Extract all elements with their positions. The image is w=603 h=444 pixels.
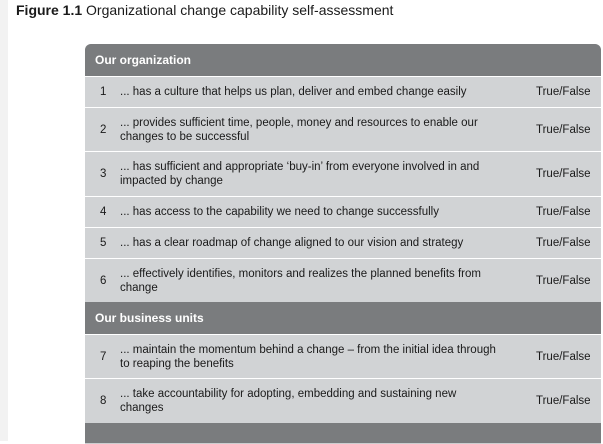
table-row: [85, 107, 601, 151]
table-row: [85, 151, 601, 196]
figure-label: Figure 1.1: [16, 2, 83, 18]
row-value: True/False: [536, 168, 591, 180]
row-statement: ... has access to the capability we need to change successfully: [120, 206, 439, 218]
row-statement: ... maintain the momentum behind a change – from the initial idea through to reaping the benefits: [120, 343, 496, 370]
row-value: True/False: [536, 206, 591, 218]
row-number: 8: [100, 395, 107, 407]
page-left-edge: [0, 0, 8, 441]
section-title: Our organization: [95, 53, 191, 67]
row-statement: ... effectively identifies, monitors and realizes the planned benefits from change: [120, 267, 481, 294]
row-number: 2: [100, 123, 107, 136]
row-number: 5: [100, 237, 107, 249]
section-header-our-business-units: [85, 302, 601, 334]
row-statement: ... has a culture that helps us plan, deliver and embed change easily: [120, 86, 467, 98]
table-row: [85, 334, 601, 378]
row-number: 1: [100, 86, 107, 98]
row-value: True/False: [536, 350, 591, 363]
section-header-next: [85, 423, 601, 443]
table-row: [85, 227, 601, 258]
row-value: True/False: [536, 123, 591, 136]
row-statement: ... take accountability for adopting, embedding and sustaining new changes: [120, 388, 457, 414]
self-assessment-table: [85, 44, 601, 444]
row-value: True/False: [536, 274, 591, 287]
row-statement: ... provides sufficient time, people, money and resources to enable our changes to be successful: [120, 116, 478, 143]
row-statement: ... has a clear roadmap of change aligned to our vision and strategy: [120, 237, 464, 249]
row-value: True/False: [536, 86, 591, 98]
row-number: 4: [100, 206, 107, 218]
figure-title: Organizational change capability self-assessment: [86, 2, 394, 18]
table-row: [85, 378, 601, 423]
section-header-our-organization: [85, 44, 601, 76]
table-row: [85, 196, 601, 227]
row-number: 3: [100, 168, 107, 180]
row-value: True/False: [536, 237, 591, 249]
table-row: [85, 258, 601, 302]
section-title: Our business units: [95, 311, 204, 325]
row-value: True/False: [536, 395, 591, 407]
row-statement: ... has sufficient and appropriate ‘buy-in’ from everyone involved in and impacted by change: [120, 161, 480, 187]
table-row: [85, 76, 601, 107]
figure-caption: [16, 2, 393, 19]
row-number: 7: [100, 350, 107, 363]
row-number: 6: [100, 274, 107, 287]
